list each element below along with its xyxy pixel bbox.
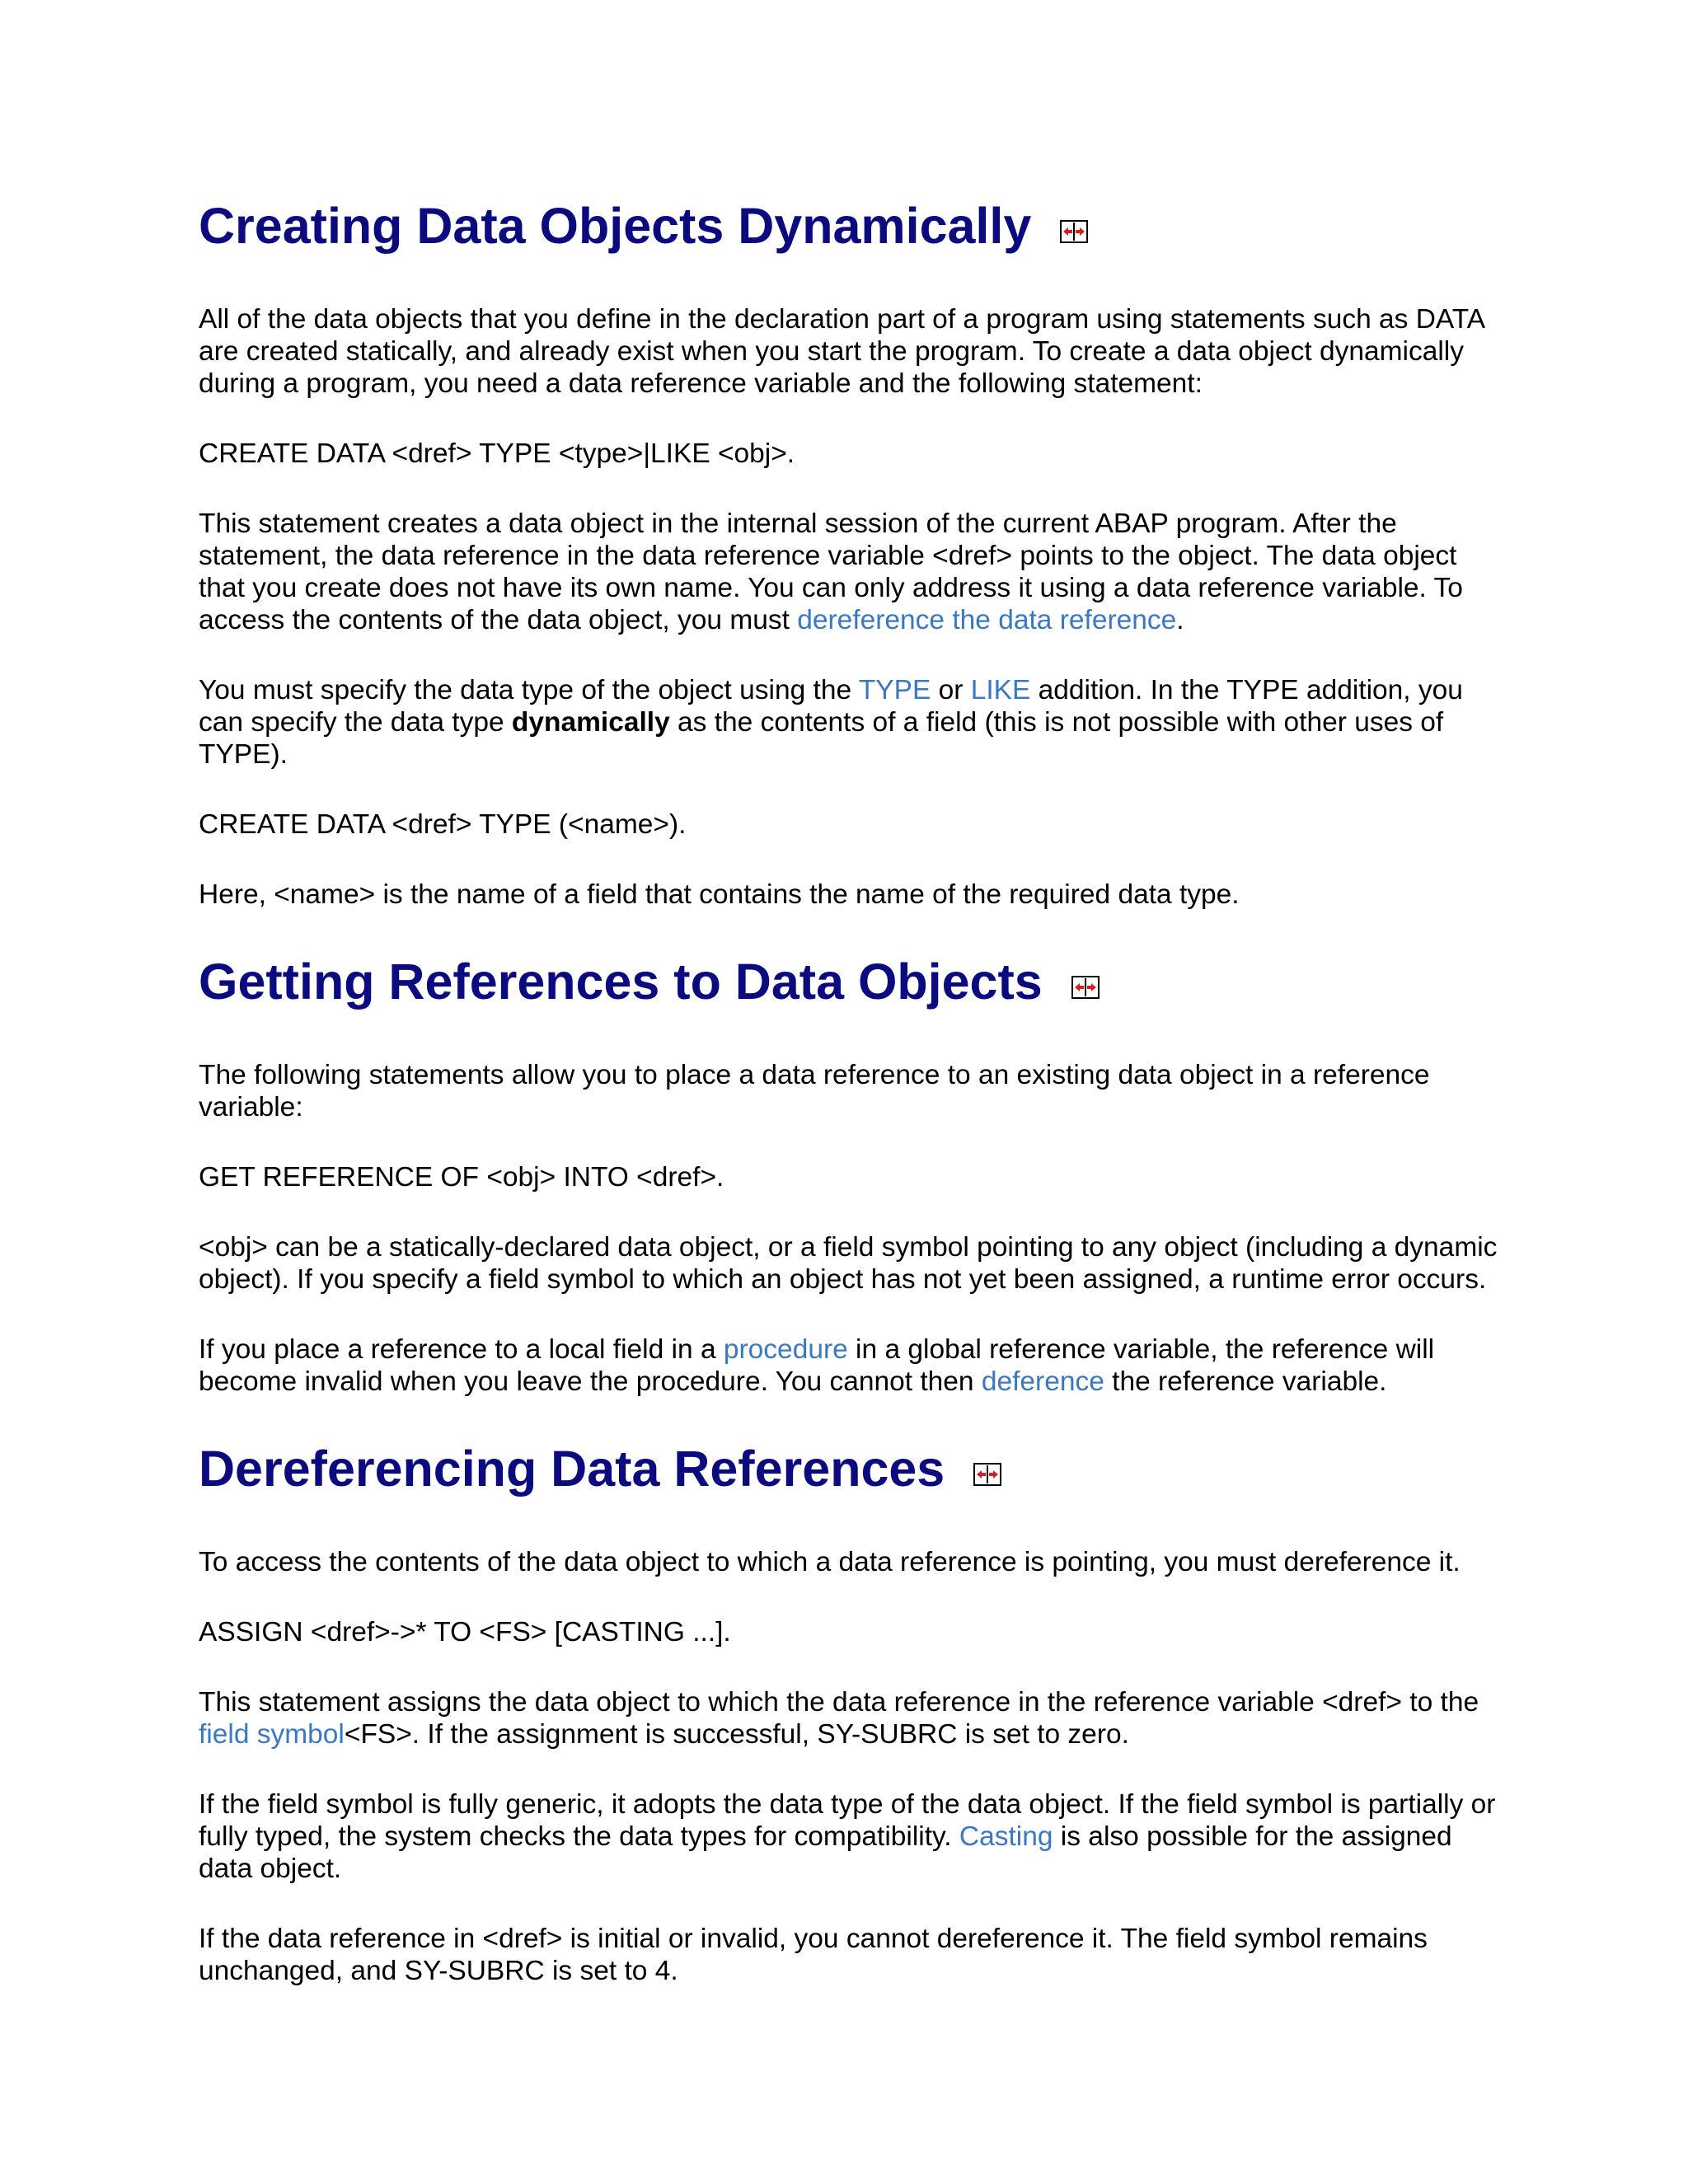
section-title: Getting References to Data Objects xyxy=(199,954,1043,1010)
casting-link[interactable]: Casting xyxy=(959,1821,1053,1852)
section-heading-dereferencing xyxy=(199,1428,1501,1511)
bold-text: dynamically xyxy=(511,707,670,738)
type-link[interactable]: TYPE xyxy=(858,675,931,705)
paragraph xyxy=(199,508,1501,636)
paragraph-text: This statement assigns the data object to which the data reference in the reference variable <dref> to the xyxy=(199,1687,1479,1718)
paragraph-text: . xyxy=(1176,605,1184,635)
paragraph: If the data reference in <dref> is initial or invalid, you cannot dereference it. The field symbol remains unchanged, and SY-SUBRC is set to 4. xyxy=(199,1924,1428,1986)
code-statement: GET REFERENCE OF <obj> INTO <dref>. xyxy=(199,1162,724,1193)
navigation-arrows-icon[interactable] xyxy=(1071,976,1100,999)
field-symbol-link[interactable]: field symbol xyxy=(199,1719,345,1750)
code-statement: CREATE DATA <dref> TYPE <type>|LIKE <obj>. xyxy=(199,438,795,469)
paragraph-text: You must specify the data type of the object using the xyxy=(199,675,859,705)
paragraph-text: the reference variable. xyxy=(1104,1366,1387,1397)
paragraph: The following statements allow you to place a data reference to an existing data object in a reference variable: xyxy=(199,1060,1430,1122)
paragraph xyxy=(199,1686,1501,1750)
paragraph xyxy=(199,1333,1501,1398)
paragraph: <obj> can be a statically-declared data object, or a field symbol pointing to any object (including a dynamic object). If you specify a field symbol to which an object has not yet been assigned, a runtime error occurs. xyxy=(199,1232,1498,1295)
paragraph-text: If you place a reference to a local field in a xyxy=(199,1334,724,1365)
navigation-arrows-icon[interactable] xyxy=(1060,220,1088,243)
paragraph: To access the contents of the data object to which a data reference is pointing, you must dereference it. xyxy=(199,1547,1461,1577)
code-statement: ASSIGN <dref>->* TO <FS> [CASTING ...]. xyxy=(199,1617,731,1647)
document-page xyxy=(199,185,1501,1987)
paragraph-text: or xyxy=(931,675,971,705)
paragraph-text: <FS>. If the assignment is successful, SY-SUBRC is set to zero. xyxy=(344,1719,1129,1750)
section-heading-getting-references xyxy=(199,941,1501,1024)
section-title: Dereferencing Data References xyxy=(199,1441,945,1497)
dereference-link[interactable]: dereference the data reference xyxy=(797,605,1177,635)
paragraph: Here, <name> is the name of a field that contains the name of the required data type. xyxy=(199,879,1240,910)
code-statement: CREATE DATA <dref> TYPE (<name>). xyxy=(199,809,687,840)
paragraph xyxy=(199,1788,1501,1885)
section-heading-creating-data-objects xyxy=(199,185,1501,268)
paragraph-text: addition. In the TYPE addition, you can specify the data type xyxy=(199,675,1463,738)
paragraph-text: as the contents of a field (this is not possible with other uses of TYPE). xyxy=(199,707,1444,770)
paragraph-text: If the field symbol is fully generic, it adopts the data type of the data object. If the field symbol is partially or fully typed, the system checks the data types for compatibility. xyxy=(199,1789,1496,1852)
paragraph-text: is also possible for the assigned data object. xyxy=(199,1821,1452,1884)
paragraph-text: in a global reference variable, the reference will become invalid when you leave the procedure. You cannot then xyxy=(199,1334,1435,1397)
like-link[interactable]: LIKE xyxy=(970,675,1031,705)
procedure-link[interactable]: procedure xyxy=(723,1334,848,1365)
navigation-arrows-icon[interactable] xyxy=(973,1463,1001,1486)
paragraph-text: This statement creates a data object in the internal session of the current ABAP program. After the statement, the data reference in the data reference variable <dref> points to the object. The data object that you create does not have its own name. You can only address it using a data reference variable. To access the contents of the data object, you must xyxy=(199,509,1463,635)
deference-link[interactable]: deference xyxy=(981,1366,1104,1397)
paragraph xyxy=(199,674,1501,771)
section-title: Creating Data Objects Dynamically xyxy=(199,198,1032,255)
paragraph: All of the data objects that you define in the declaration part of a program using statements such as DATA are created statically, and already exist when you start the program. To create a data object dynamically during a program, you need a data reference variable and the following statement: xyxy=(199,304,1484,399)
